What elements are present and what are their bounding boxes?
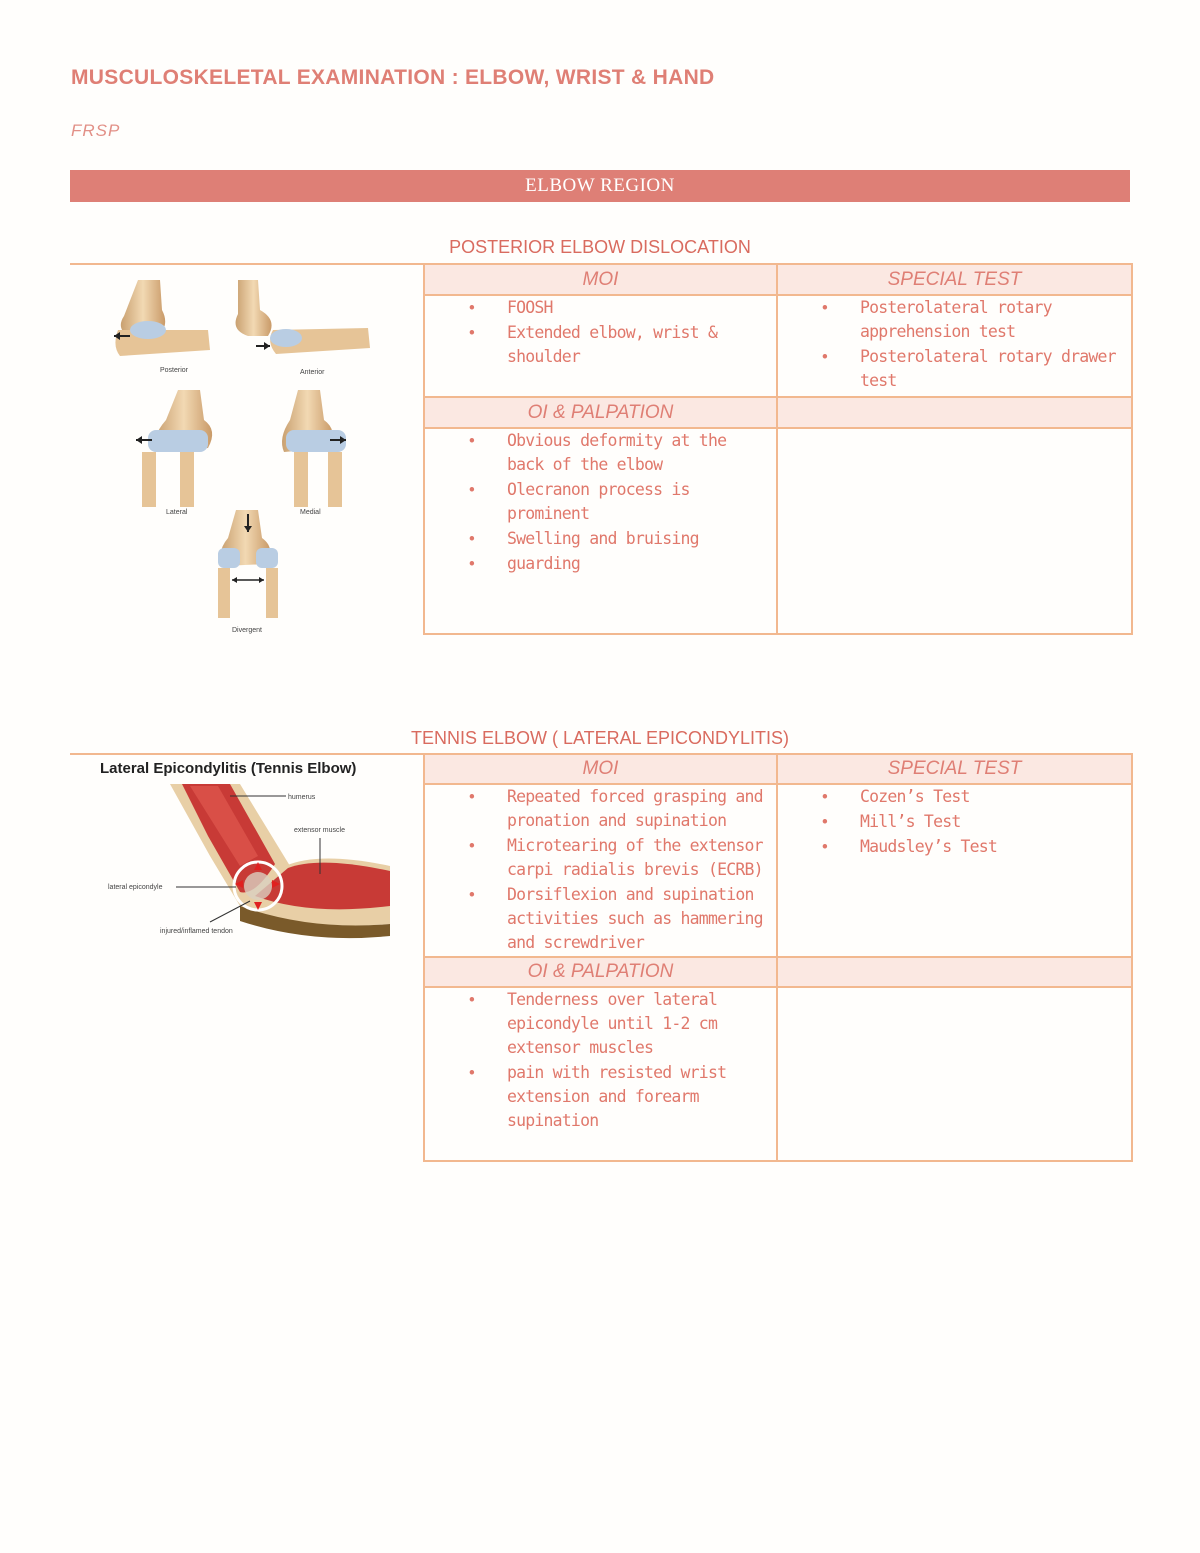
- moi-cell: [424, 295, 777, 397]
- section-rule: [70, 753, 424, 755]
- moi-header: MOI: [424, 754, 777, 784]
- list-item: • guarding: [425, 552, 776, 576]
- tennis-elbow-table: [423, 753, 1133, 1162]
- label-anterior: Anterior: [300, 369, 325, 376]
- illustration-title: Lateral Epicondylitis (Tennis Elbow): [100, 760, 357, 777]
- special-test-header: SPECIAL TEST: [777, 264, 1132, 295]
- list-item: • Cozen’s Test: [778, 785, 1131, 809]
- moi-list: [425, 785, 776, 955]
- anterior-dislocation-figure: [236, 280, 370, 376]
- tennis-elbow-illustration: [90, 756, 400, 942]
- list-item: • Obvious deformity at the back of the elbow: [425, 429, 776, 477]
- divergent-dislocation-figure: [218, 510, 278, 634]
- list-item: • Repeated forced grasping and pronation and supination: [425, 785, 776, 833]
- oi-palpation-cell: [424, 987, 777, 1161]
- label-medial: Medial: [300, 509, 321, 516]
- elbow-dislocation-illustration: [108, 270, 388, 640]
- section-rule: [70, 263, 424, 265]
- medial-dislocation-figure: [282, 390, 346, 516]
- dislocation-table: [423, 263, 1133, 635]
- section-title-dislocation: POSTERIOR ELBOW DISLOCATION: [449, 237, 751, 257]
- empty-header-cell: [777, 957, 1132, 987]
- special-test-header: SPECIAL TEST: [777, 754, 1132, 784]
- special-test-list: [778, 296, 1131, 393]
- label-humerus: humerus: [288, 794, 316, 801]
- document-subtitle: FRSP: [71, 121, 121, 140]
- region-band: ELBOW REGION: [70, 170, 1130, 202]
- oi-palpation-header: OI & PALPATION: [424, 957, 777, 987]
- oi-palpation-cell: [424, 428, 777, 634]
- label-posterior: Posterior: [160, 367, 189, 374]
- document-title: MUSCULOSKELETAL EXAMINATION : ELBOW, WRIST & HAND: [71, 66, 715, 89]
- moi-list: [425, 296, 776, 369]
- label-lateral-epicondyle: lateral epicondyle: [108, 884, 163, 891]
- list-item: • Posterolateral rotary apprehension test: [778, 296, 1131, 344]
- lateral-dislocation-figure: [136, 390, 212, 516]
- special-test-cell: [777, 784, 1132, 957]
- oi-palpation-list: [425, 988, 776, 1133]
- list-item: • Extended elbow, wrist & shoulder: [425, 321, 776, 369]
- list-item: • Tenderness over lateral epicondyle until 1-2 cm extensor muscles: [425, 988, 776, 1060]
- moi-header: MOI: [424, 264, 777, 295]
- special-test-list: [778, 785, 1131, 859]
- special-test-cell: [777, 295, 1132, 397]
- list-item: • Maudsley’s Test: [778, 835, 1131, 859]
- empty-header-cell: [777, 397, 1132, 428]
- label-extensor-muscle: extensor muscle: [294, 827, 345, 834]
- label-lateral: Lateral: [166, 509, 188, 516]
- list-item: • Dorsiflexion and supination activities such as hammering and screwdriver: [425, 883, 776, 955]
- label-injured-tendon: injured/inflamed tendon: [160, 928, 233, 935]
- list-item: • Mill’s Test: [778, 810, 1131, 834]
- list-item: • pain with resisted wrist extension and forearm supination: [425, 1061, 776, 1133]
- list-item: • Swelling and bruising: [425, 527, 776, 551]
- empty-cell: [777, 987, 1132, 1161]
- list-item: • Olecranon process is prominent: [425, 478, 776, 526]
- posterior-dislocation-figure: [114, 280, 210, 374]
- label-divergent: Divergent: [232, 627, 262, 634]
- empty-cell: [777, 428, 1132, 634]
- list-item: • FOOSH: [425, 296, 776, 320]
- section-title-tennis-elbow: TENNIS ELBOW ( LATERAL EPICONDYLITIS): [410, 728, 790, 748]
- list-item: • Microtearing of the extensor carpi radialis brevis (ECRB): [425, 834, 776, 882]
- oi-palpation-header: OI & PALPATION: [424, 397, 777, 428]
- oi-palpation-list: [425, 429, 776, 576]
- moi-cell: [424, 784, 777, 957]
- list-item: • Posterolateral rotary drawer test: [778, 345, 1131, 393]
